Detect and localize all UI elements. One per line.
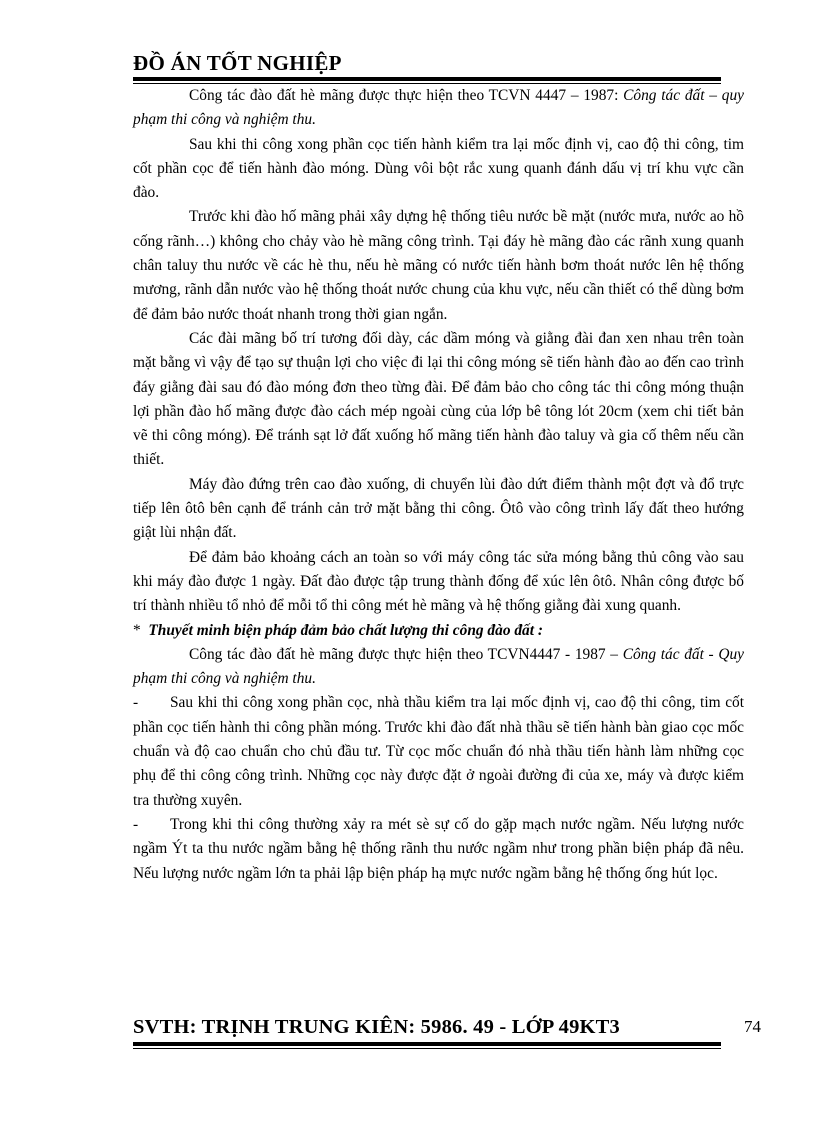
footer-rule-thin (133, 1048, 721, 1049)
footer-rule-thick (133, 1042, 721, 1046)
bullet-item (133, 691, 744, 812)
page-header-title: ĐỒ ÁN TỐT NGHIỆP (133, 51, 342, 75)
standard-title: Công tác đất - Quy phạm thi công và nghiệm thu. (133, 645, 744, 688)
bullet-marker: - (133, 815, 139, 833)
heading-text: Thuyết minh biện pháp đảm bảo chất lượng thi công đào đất : (148, 621, 544, 639)
paragraph: Máy đào đứng trên cao đào xuống, di chuyển lùi đào dứt điểm thành một đợt và đổ trực tiếp lên ôtô bên cạnh để tránh cản trở mặt bằng thi công. Ôtô vào công trình lấy đất theo hướng giật lùi nhận đất. (133, 475, 744, 542)
paragraph: Sau khi thi công xong phần cọc tiến hành kiểm tra lại mốc định vị, cao độ thi công, tim cốt phần cọc để tiến hành đào móng. Dùng vôi bột rắc xung quanh đánh dấu vị trí khu vực cần đào. (133, 135, 744, 202)
paragraph: Trước khi đào hố mãng phải xây dựng hệ thống tiêu nước bề mặt (nước mưa, nước ao hồ cống rãnh…) không cho chảy vào hè mãng công trình. Tại đáy hè mãng đào các rãnh xung quanh chân taluy thu nước về các hè thu, nếu hè mãng có nước tiến hành bơm thoát nước lên hệ thống mương, rãnh dẫn nước vào hệ thống thoát nước chung của khu vực, nếu cần thiết có thể dùng bơm để đảm bảo nước thoát nhanh trong thời gian ngắn. (133, 208, 744, 323)
bullet-item (133, 813, 744, 886)
page-number: 74 (744, 1017, 761, 1036)
bullet-text: Trong khi thi công thường xảy ra mét sè sự cố do gặp mạch nước ngầm. Nếu lượng nước ngầm Ýt ta thu nước ngầm bằng hệ thống rãnh thu nước ngầm như trong phần biện pháp đã nêu. Nếu lượng nước ngầm lớn ta phải lập biện pháp hạ mực nước ngầm bằng hệ thống ống hút lọc. (133, 815, 744, 882)
paragraph-text: Công tác đào đất hè mãng được thực hiện theo TCVN4447 - 1987 – (189, 645, 623, 663)
section-heading (133, 619, 744, 643)
paragraph (133, 643, 744, 692)
header-rule-thick (133, 77, 721, 81)
footer-author-line: SVTH: TRỊNH TRUNG KIÊN: 5986. 49 - LỚP 49KT3 (133, 1016, 621, 1038)
bullet-marker: - (133, 694, 139, 712)
paragraph: Các đài mãng bố trí tương đối dày, các dầm móng và giằng đài đan xen nhau trên toàn mặt bằng vì vậy để tạo sự thuận lợi cho việc đi lại thi công móng sẽ tiến hành đào ao đến cao trình đáy giằng đài sau đó đào móng đơn theo từng đài. Để đảm bảo cho công tác thi công móng thuận lợi phần đào hố mãng được đào cách mép ngoài cùng của lớp bê tông lót 20cm (xem chi tiết bản vẽ thi công móng). Để tránh sạt lở đất xuống hố mãng tiến hành đào taluy và gia cố thêm nếu cần thiết. (133, 329, 744, 469)
bullet-text: Sau khi thi công xong phần cọc, nhà thầu kiểm tra lại mốc định vị, cao độ thi công, tim cốt phần cọc tiến hành thi công phần móng. Trước khi đào đất nhà thầu sẽ tiến hành bàn giao cọc mốc chuẩn và độ cao chuẩn cho chủ đầu tư. Từ cọc mốc chuẩn đó nhà thầu tiến hành làm những cọc phụ để thi công công trình. Những cọc này được đặt ở ngoài đường đi của xe, máy và được kiểm tra thường xuyên. (133, 694, 744, 809)
paragraph (133, 84, 744, 133)
paragraph: Để đảm bảo khoảng cách an toàn so với máy công tác sửa móng bằng thủ công vào sau khi máy đào được 1 ngày. Đất đào được tập trung thành đống để xúc lên ôtô. Nhân công được bố trí thành nhiều tổ nhỏ để mỗi tổ thi công mét hè mãng và hệ thống giằng đài xung quanh. (133, 548, 744, 615)
standard-title: Công tác đất – quy phạm thi công và nghiệm thu. (133, 87, 744, 129)
document-body (133, 84, 744, 886)
paragraph-text: Công tác đào đất hè mãng được thực hiện theo TCVN 4447 – 1987: (189, 87, 624, 104)
heading-marker: * (133, 621, 141, 639)
